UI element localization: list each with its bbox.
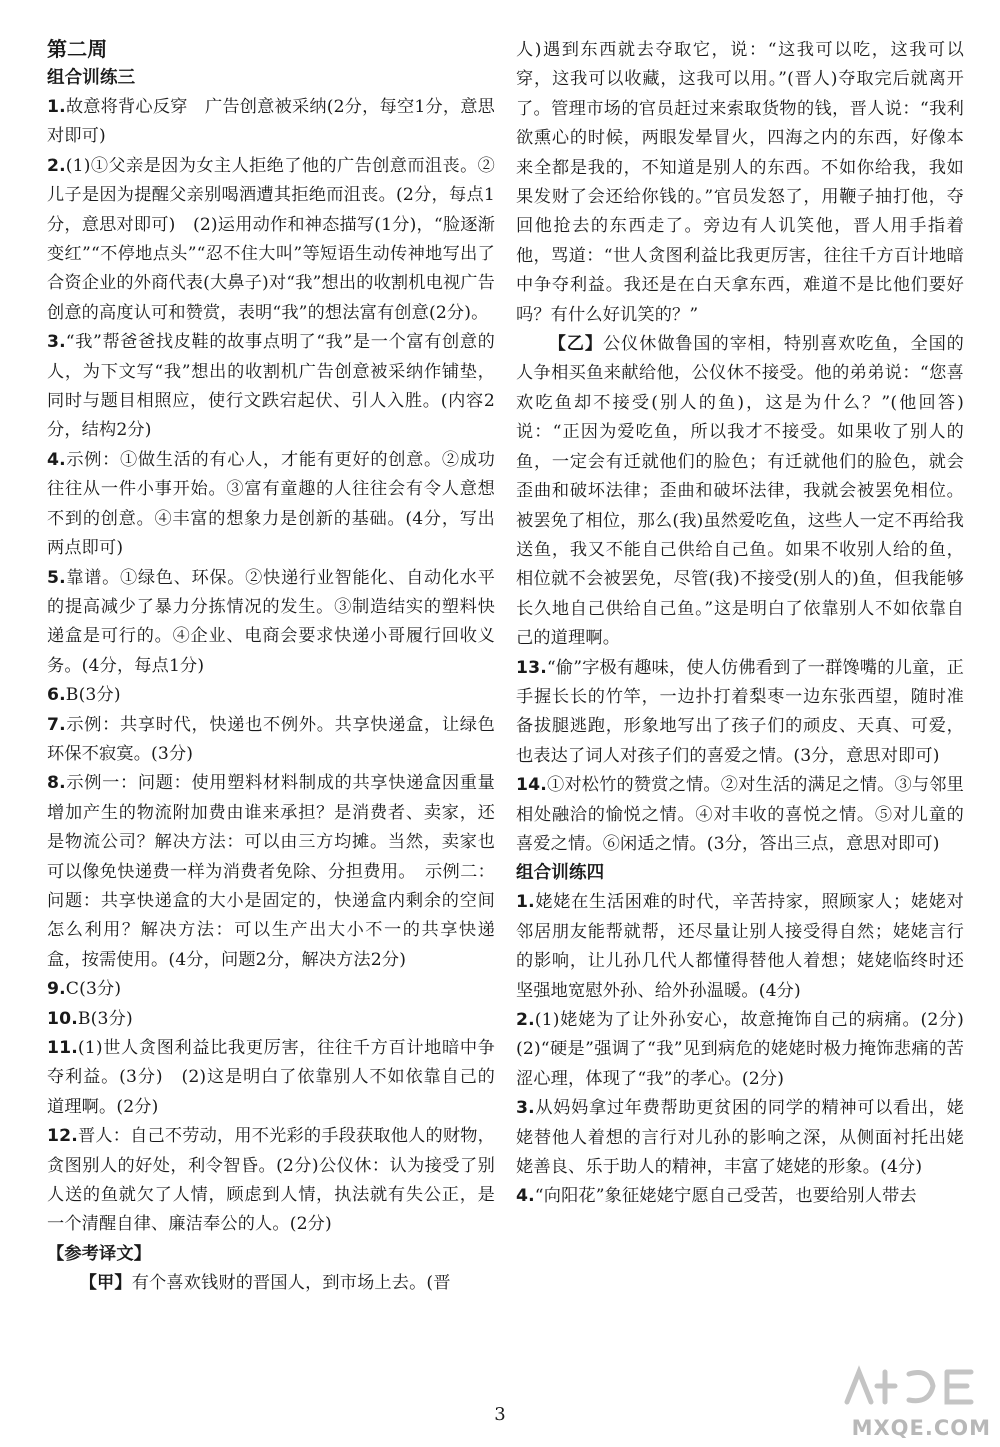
answer-text: B(3分) [77,1008,133,1029]
answer-number: 5. [47,567,66,588]
section4-answer-list [516,888,982,1211]
right-answer-list [516,654,964,860]
answer-item [47,1034,495,1122]
answer-item [47,564,495,682]
answer-number: 13. [516,657,547,678]
yi-tag: 【乙】 [548,334,603,355]
answer-number: 3. [47,332,66,353]
answer-text: “我”帮爸爸找皮鞋的故事点明了“我”是一个富有创意的人，为下文写“我”想出的收割机广告创意被采纳作铺垫，同时与题目相照应，使行文跌宕起伏、引人入胜。(内容2分，结构2分) [47,332,495,441]
answer-text: ①对松竹的赞赏之情。②对生活的满足之情。③与邻里相处融洽的愉悦之情。④对丰收的喜悦之情。⑤对儿童的喜爱之情。⑥闲适之情。(3分，答出三点，意思对即可) [516,775,964,854]
answer-item [47,769,495,975]
answer-number: 6. [47,685,66,706]
answer-text: 示例一：问题：使用塑料材料制成的共享快递盒因重量增加产生的物流附加费由谁来承担？是消费者、卖家，还是物流公司？解决方法：可以由三方均摊。当然，卖家也可以像免快递费一样为消费者免除、分担费用。 示例二：问题：共享快递盒的大小是固定的，快递盒内剩余的空间怎么利用？解决方法：可以生产出大小不一的共享快递盒，按需使用。(4分，问题2分，解决方法2分) [47,773,495,970]
answer-item [47,681,495,710]
jia-text: 有个喜欢钱财的晋国人，到市场上去。(晋 [131,1273,451,1294]
answer-item [516,888,964,1006]
answer-number: 7. [47,714,66,735]
answer-item [47,93,495,152]
answer-item [47,975,495,1004]
watermark [812,1362,997,1444]
answer-item [47,1122,495,1240]
yi-text: 公仪休做鲁国的宰相，特别喜欢吃鱼，全国的人争相买鱼来献给他，公仪休不接受。他的弟弟说：“您喜欢吃鱼却不接受(别人的鱼)，这是为什么？”(他回答)说：“正因为爱吃鱼，所以我才不接受。如果收了别人的鱼，一定会有迁就他们的脸色；有迁就他们的脸色，就会歪曲和破坏法律；歪曲和破坏法律，我就会被罢免相位。被罢免了相位，那么(我)虽然爱吃鱼，这些人一定不再给我送鱼，我又不能自己供给自己鱼。如果不收别人给的鱼，相位就不会被罢免，尽管(我)不接受(别人的)鱼，但我能够长久地自己供给自己鱼。”这是明白了依靠别人不如依靠自己的道理啊。 [516,334,964,649]
answer-text: “向阳花”象征姥姥宁愿自己受苦，也要给别人带去 [534,1186,917,1207]
answer-text: B(3分) [65,685,121,706]
answer-number: 12. [47,1126,78,1147]
answer-number: 1. [47,97,66,117]
answer-number: 4. [516,1186,535,1207]
answer-item [47,152,495,328]
answer-number: 9. [47,979,66,1000]
answer-text: (1)姥姥为了让外孙安心，故意掩饰自己的病痛。(2分) (2)“硬是”强调了“我”见到病危的姥姥时极力掩饰悲痛的苦涩心理，体现了“我”的孝心。(2分) [516,1010,982,1089]
answer-number: 2. [516,1010,535,1030]
answer-text: (1)①父亲是因为女主人拒绝了他的广告创意而沮丧。②儿子是因为提醒父亲别喝酒遭其拒绝而沮丧。(2分，每点1分，意思对即可) (2)运用动作和神态描写(1分)，“脸逐渐变红”“不停地点头”“忍不住大叫”等短语生动传神地写出了合资企业的外商代表(大鼻子)对“我”想出的收割机电视广告创意的高度认可和赞赏，表明“我”的想法富有创意(2分)。 [47,155,495,323]
answer-item [516,1182,964,1211]
answer-text: 从妈妈拿过年费帮助更贫困的同学的精神可以看出，姥姥替他人着想的言行对儿孙的影响之深，从侧面衬托出姥姥善良、乐于助人的精神，丰富了姥姥的形象。(4分) [516,1098,964,1178]
answer-item [47,711,495,770]
translation-jia-start [47,1269,495,1298]
answer-number: 3. [516,1098,535,1119]
page-number: 3 [494,1404,506,1425]
answer-number: 14. [516,775,547,796]
answer-number: 8. [47,773,66,794]
week-title: 第二周 [47,37,108,61]
answer-item [516,654,964,772]
answer-number: 1. [516,892,535,913]
answer-text: 晋人：自己不劳动，用不光彩的手段获取他人的财物，贪图别人的好处，利令智昏。(2分)公仪休：认为接受了别人送的鱼就欠了人情，顾虑到人情，执法就有失公正，是一个清醒自律、廉洁奉公的人。(2分) [47,1126,495,1235]
translation-yi [516,330,964,653]
answer-text: C(3分) [65,979,122,1000]
section-title: 组合训练三 [47,68,136,88]
answer-text: 靠谱。①绿色、环保。②快递行业智能化、自动化水平的提高减少了暴力分拣情况的发生。③制造结实的塑料快递盒是可行的。④企业、电商会要求快递小哥履行回收义务。(4分，每点1分) [47,567,495,676]
translation-jia-continued: 人)遇到东西就去夺取它，说：“这我可以吃，这我可以穿，这我可以收藏，这我可以用。”(晋人)夺取完后就离开了。管理市场的官员赶过来索取货物的钱，晋人说：“我利欲熏心的时候，两眼发晕冒火，四海之内的东西，好像本来全都是我的，不知道是别人的东西。不如你给我，我如果发财了会还给你钱的。”官员发怒了，用鞭子抽打他，夺回他抢去的东西走了。旁边有人讥笑他，晋人用手指着他，骂道：“世人贪图利益比我更厉害，往往千方百计地暗中争夺利益。我还是在白天拿东西，难道不是比他们要好吗？有什么好讥笑的？” [516,40,964,325]
answer-item [516,771,964,859]
answer-item [47,328,495,446]
reference-translation-title: 【参考译文】 [47,1243,152,1264]
answer-item [47,1005,495,1034]
answer-number: 2. [47,155,66,176]
section4-title: 组合训练四 [516,863,605,884]
answer-text: 姥姥在生活困难的时代，辛苦持家，照顾家人；姥姥对邻居朋友能帮就帮，还尽量让别人接受得自然；姥姥言行的影响，让儿孙几代人都懂得替他人着想；姥姥临终时还坚强地宽慰外孙、给外孙温暖。(4分) [516,892,964,1001]
jia-tag: 【甲】 [79,1273,132,1294]
answer-text: (1)世人贪图利益比我更厉害，往往千方百计地暗中争夺利益。(3分) (2)这是明白了依靠别人不如依靠自己的道理啊。(2分) [47,1038,495,1117]
answer-text: 示例：①做生活的有心人，才能有更好的创意。②成功往往从一件小事开始。③富有童趣的人往往会有令人意想不到的创意。④丰富的想象力是创新的基础。(4分，写出两点即可) [47,449,495,559]
watermark-logo-icon [837,1364,987,1412]
answer-item [516,1006,982,1094]
answer-item [516,1094,964,1182]
answer-number: 10. [47,1008,78,1029]
watermark-text: MXQE.COM [851,1416,991,1440]
answer-number: 4. [47,449,66,470]
answer-text: 示例：共享时代，快递也不例外。共享快递盒，让绿色环保不寂寞。(3分) [47,714,495,764]
answer-item [47,446,495,564]
left-answer-list [47,93,495,1240]
answer-text: “偷”字极有趣味，使人仿佛看到了一群馋嘴的儿童，正手握长长的竹竿，一边扑打着梨枣一边东张西望，随时准备拔腿逃跑，形象地写出了孩子们的顽皮、天真、可爱，也表达了词人对孩子们的喜爱之情。(3分，意思对即可) [516,657,964,766]
right-column [516,36,982,1212]
answer-text: 故意将背心反穿 广告创意被采纳(2分，每空1分，意思对即可) [47,97,495,147]
left-column [47,34,495,1299]
answer-number: 11. [47,1038,78,1058]
